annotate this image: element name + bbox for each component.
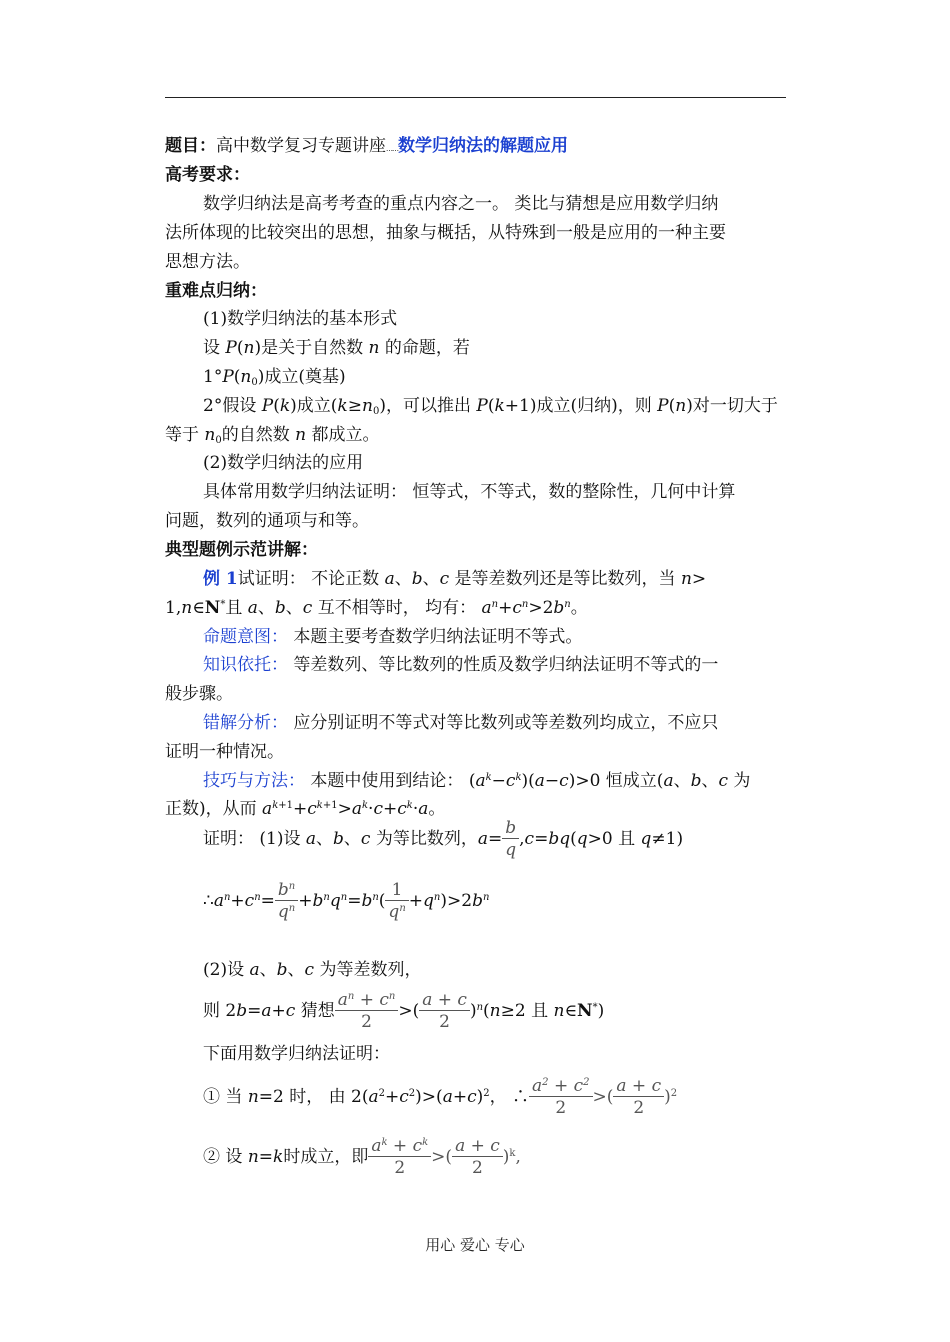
- proof-step-2: ② 设 n=k时成立，即 $\frac{a^k + c^k}{2}$ >( $\frac{a + c}{2}$ )$^k$,: [203, 1136, 521, 1178]
- intent-line: 命题意图： 本题主要考查数学归纳法证明不等式。: [203, 627, 583, 647]
- title-line: 题目：高中数学复习专题讲座……数学归纳法的解题应用: [165, 136, 568, 156]
- proof-line-3: (2)设 a、b、c 为等差数列，: [203, 960, 422, 980]
- knowledge-line-1: 知识依托： 等差数列、等比数列的性质及数学归纳法证明不等式的一: [203, 655, 719, 675]
- skill-label: 技巧与方法：: [203, 771, 305, 791]
- fraction-a-c-over-2-step2: $\frac{a + c}{2}$: [452, 1136, 503, 1179]
- requirements-heading: 高考要求：: [165, 165, 250, 185]
- proof-line-1: 证明： (1)设 a、b、c 为等比数列，a= $\frac{b}{q}$ ,c=bq(q>0 且 q≠1): [203, 818, 684, 860]
- examples-heading: 典型题例示范讲解：: [165, 540, 318, 560]
- key-point-6: (2)数学归纳法的应用: [203, 453, 364, 473]
- example-1-statement-2: 1,n∈N*且 a、b、c 互不相等时， 均有： $a^n+c^n>2b^n$。: [165, 598, 588, 618]
- key-point-7: 具体常用数学归纳法证明： 恒等式，不等式，数的整除性，几何中计算: [203, 482, 736, 502]
- error-label: 错解分析：: [203, 713, 288, 733]
- fraction-a-c-over-2: $\frac{a + c}{2}$: [419, 990, 470, 1033]
- proof-line-4: 则 2b=a+c 猜想 $\frac{a^n + c^n}{2}$ >( $\frac{a + c}{2}$ )$^n$(n≥2 且 n∈N*): [203, 990, 605, 1032]
- fraction-b-over-q: $\frac{b}{q}$: [502, 818, 519, 861]
- page-footer: 用心 爱心 专心: [425, 1236, 525, 1254]
- skill-line-1: 技巧与方法： 本题中使用到结论： $(a^k-c^k)(a-c)>0$ 恒成立(a、b、c 为: [203, 771, 751, 791]
- knowledge-line-2: 般步骤。: [165, 684, 233, 704]
- fraction-ak-ck-over-2: $\frac{a^k + c^k}{2}$: [368, 1136, 431, 1179]
- key-points-heading: 重难点归纳：: [165, 281, 267, 301]
- key-point-2: 设 P(n)是关于自然数 n 的命题，若: [203, 338, 470, 358]
- knowledge-label: 知识依托：: [203, 655, 288, 675]
- skill-line-2: 正数)，从而 $a^{k+1}+c^{k+1}>a^k\cdot c+c^k\cdot a$。: [165, 799, 446, 819]
- fraction-an-cn-over-2: $\frac{a^n + c^n}{2}$: [335, 990, 399, 1033]
- example-1-label: 例 1: [203, 569, 238, 589]
- key-point-3: $1^\circ P(n_0)$成立(奠基): [203, 367, 346, 388]
- proof-step-1: ① 当 n=2 时， 由 $2(a^2+c^2)>(a+c)^2$， ∴ $\frac{a^2 + c^2}{2}$ >( $\frac{a + c}{2}$ )$^2$: [203, 1076, 678, 1118]
- title-dots: ……: [386, 145, 398, 153]
- key-point-5: 等于 $n_0$的自然数 n 都成立。: [165, 425, 380, 446]
- requirements-text-3: 思想方法。: [165, 252, 250, 272]
- key-point-8: 问题，数列的通项与和等。: [165, 511, 369, 531]
- proof-line-5: 下面用数学归纳法证明：: [203, 1044, 390, 1064]
- fraction-1-over-qn: $\frac{1}{q^n}$: [385, 880, 408, 923]
- title-prefix: 高中数学复习专题讲座: [216, 136, 386, 156]
- key-point-4: 2°假设 P(k)成立$(k\ge n_0)$，可以推出 P(k+1)成立(归纳)，则 P(n)对一切大于: [203, 396, 778, 417]
- error-line-1: 错解分析： 应分别证明不等式对等比数列或等差数列均成立，不应只: [203, 713, 719, 733]
- error-line-2: 证明一种情况。: [165, 742, 284, 762]
- fraction-a2-c2-over-2: $\frac{a^2 + c^2}{2}$: [529, 1076, 592, 1119]
- example-1-statement-1: 例 1试证明： 不论正数 a、b、c 是等差数列还是等比数列，当 n>: [203, 569, 707, 589]
- title-topic: 数学归纳法的解题应用: [398, 136, 568, 156]
- key-point-1: (1)数学归纳法的基本形式: [203, 309, 398, 329]
- title-label: 题目: [165, 136, 199, 156]
- header-rule: [165, 97, 786, 98]
- proof-line-2: $\therefore a^n+c^n=$ $\frac{b^n}{q^n}$ $+b^nq^n=b^n$( $\frac{1}{q^n}$ $+q^n)>2b^n$: [203, 880, 490, 922]
- fraction-a-c-over-2-step1: $\frac{a + c}{2}$: [613, 1076, 664, 1119]
- requirements-text-1: 数学归纳法是高考考查的重点内容之一。 类比与猜想是应用数学归纳: [203, 194, 719, 214]
- intent-label: 命题意图：: [203, 627, 288, 647]
- fraction-bn-over-qn: $\frac{b^n}{q^n}$: [275, 880, 298, 923]
- requirements-text-2: 法所体现的比较突出的思想，抽象与概括，从特殊到一般是应用的一种主要: [165, 223, 726, 243]
